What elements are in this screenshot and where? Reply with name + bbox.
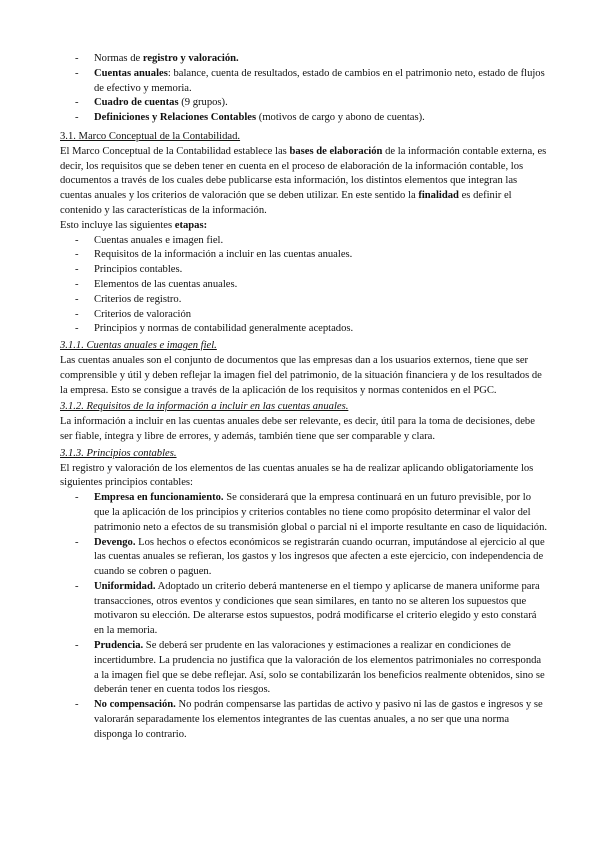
list-item: - Cuadro de cuentas (9 grupos). — [75, 97, 228, 109]
list-item: - Criterios de registro. — [75, 293, 182, 305]
list-item: - Principios y normas de contabilidad generalmente aceptados. — [75, 323, 354, 335]
principles-list — [60, 491, 548, 743]
section-heading-3-1-2: 3.1.2. Requisitos de la información a incluir en las cuentas anuales. — [60, 401, 349, 413]
list-item: - Devengo. Los hechos o efectos económicos se registrarán cuando ocurran, imputándose al ejercicio al que las cuentas anuales se refieran, los gastos y los ingresos que afecten a este ejercicio, con independencia de cuando se cobren o paguen. — [75, 536, 545, 578]
intro-list — [60, 52, 548, 126]
section-heading-3-1-3: 3.1.3. Principios contables. — [60, 447, 177, 459]
list-item: - Cuentas anuales e imagen fiel. — [75, 234, 224, 246]
list-item: - Criterios de valoración — [75, 308, 192, 320]
paragraph-marco-conceptual: El Marco Conceptual de la Contabilidad establece las bases de elaboración de la información contable externa, es decir, los requisitos que se deben tener en cuenta en el proceso de elaboración de la información contable, los documentos a través de los cuales debe publicarse esta información, los distintos elementos que integran las cuentas anuales y los criterios de valoración que se deben utilizar. En este sentido la finalidad es definir el contenido y las características de la información. — [60, 145, 547, 216]
paragraph-requisitos: La información a incluir en las cuentas anuales debe ser relevante, es decir, útil para la toma de decisiones, debe ser fiable, íntegra y libre de errores, y además, también tiene que ser comparable y clara. — [60, 416, 535, 442]
list-item: - Definiciones y Relaciones Contables (motivos de cargo y abono de cuentas). — [75, 112, 425, 124]
list-item: - Cuentas anuales: balance, cuenta de resultados, estado de cambios en el patrimonio neto, estado de flujos de efectivo y memoria. — [75, 67, 545, 94]
stages-intro: Esto incluye las siguientes etapas: — [60, 219, 208, 231]
list-item: - No compensación. No podrán compensarse las partidas de activo y pasivo ni las de gastos e ingresos y se valorarán separadamente los elementos integrantes de las cuentas anuales, a no ser que una norma disponga lo contrario. — [75, 699, 543, 740]
section-heading-3-1-1: 3.1.1. Cuentas anuales e imagen fiel. — [60, 340, 217, 352]
list-item: - Prudencia. Se deberá ser prudente en las valoraciones y estimaciones a realizar en condiciones de incertidumbre. La prudencia no justifica que la valoración de los elementos patrimoniales no corresponda a la imagen fiel que se debe reflejar. Así, solo se contabilizarán los beneficios realmente obtenidos, sino se deberán tener en cuenta todos los riesgos. — [75, 640, 545, 696]
list-item: - Requisitos de la información a incluir en las cuentas anuales. — [75, 249, 353, 261]
list-item: - Elementos de las cuentas anuales. — [75, 278, 238, 290]
paragraph-principios-intro: El registro y valoración de los elementos de las cuentas anuales se ha de realizar aplicando obligatoriamente los siguientes principios contables: — [60, 462, 534, 489]
list-item: - Uniformidad. Adoptado un criterio deberá mantenerse en el tiempo y aplicarse de manera uniforme para transacciones, otros eventos y condiciones que sean similares, en tanto no se alteren los supuestos que motivaron su elección. De alterarse estos supuestos, podrá modificarse el criterio elegido y esto constará en la memoria. — [75, 580, 540, 637]
list-item: - Principios contables. — [75, 264, 183, 276]
paragraph-cuentas-anuales: Las cuentas anuales son el conjunto de documentos que las empresas dan a los usuarios externos, tiene que ser comprensible y útil y deben reflejar la imagen fiel del patrimonio, de la situación financiera y de los resultados de la empresa. Esto se consigue a través de la aplicación de los requisitos y normas contenidos en el PGC. — [60, 354, 542, 396]
section-heading-3-1: 3.1. Marco Conceptual de la Contabilidad. — [60, 130, 241, 142]
list-item: - Empresa en funcionamiento. Se considerará que la empresa continuará en un futuro previsible, por lo que la aplicación de los principios y criterios contables no tiene como propósito determinar el valor del patrimonio neto a efectos de su transmisión global o parcial ni el importe resultante en caso de liquidación. — [75, 492, 548, 533]
list-item: - Normas de registro y valoración. — [75, 53, 239, 64]
stages-list — [60, 234, 548, 338]
